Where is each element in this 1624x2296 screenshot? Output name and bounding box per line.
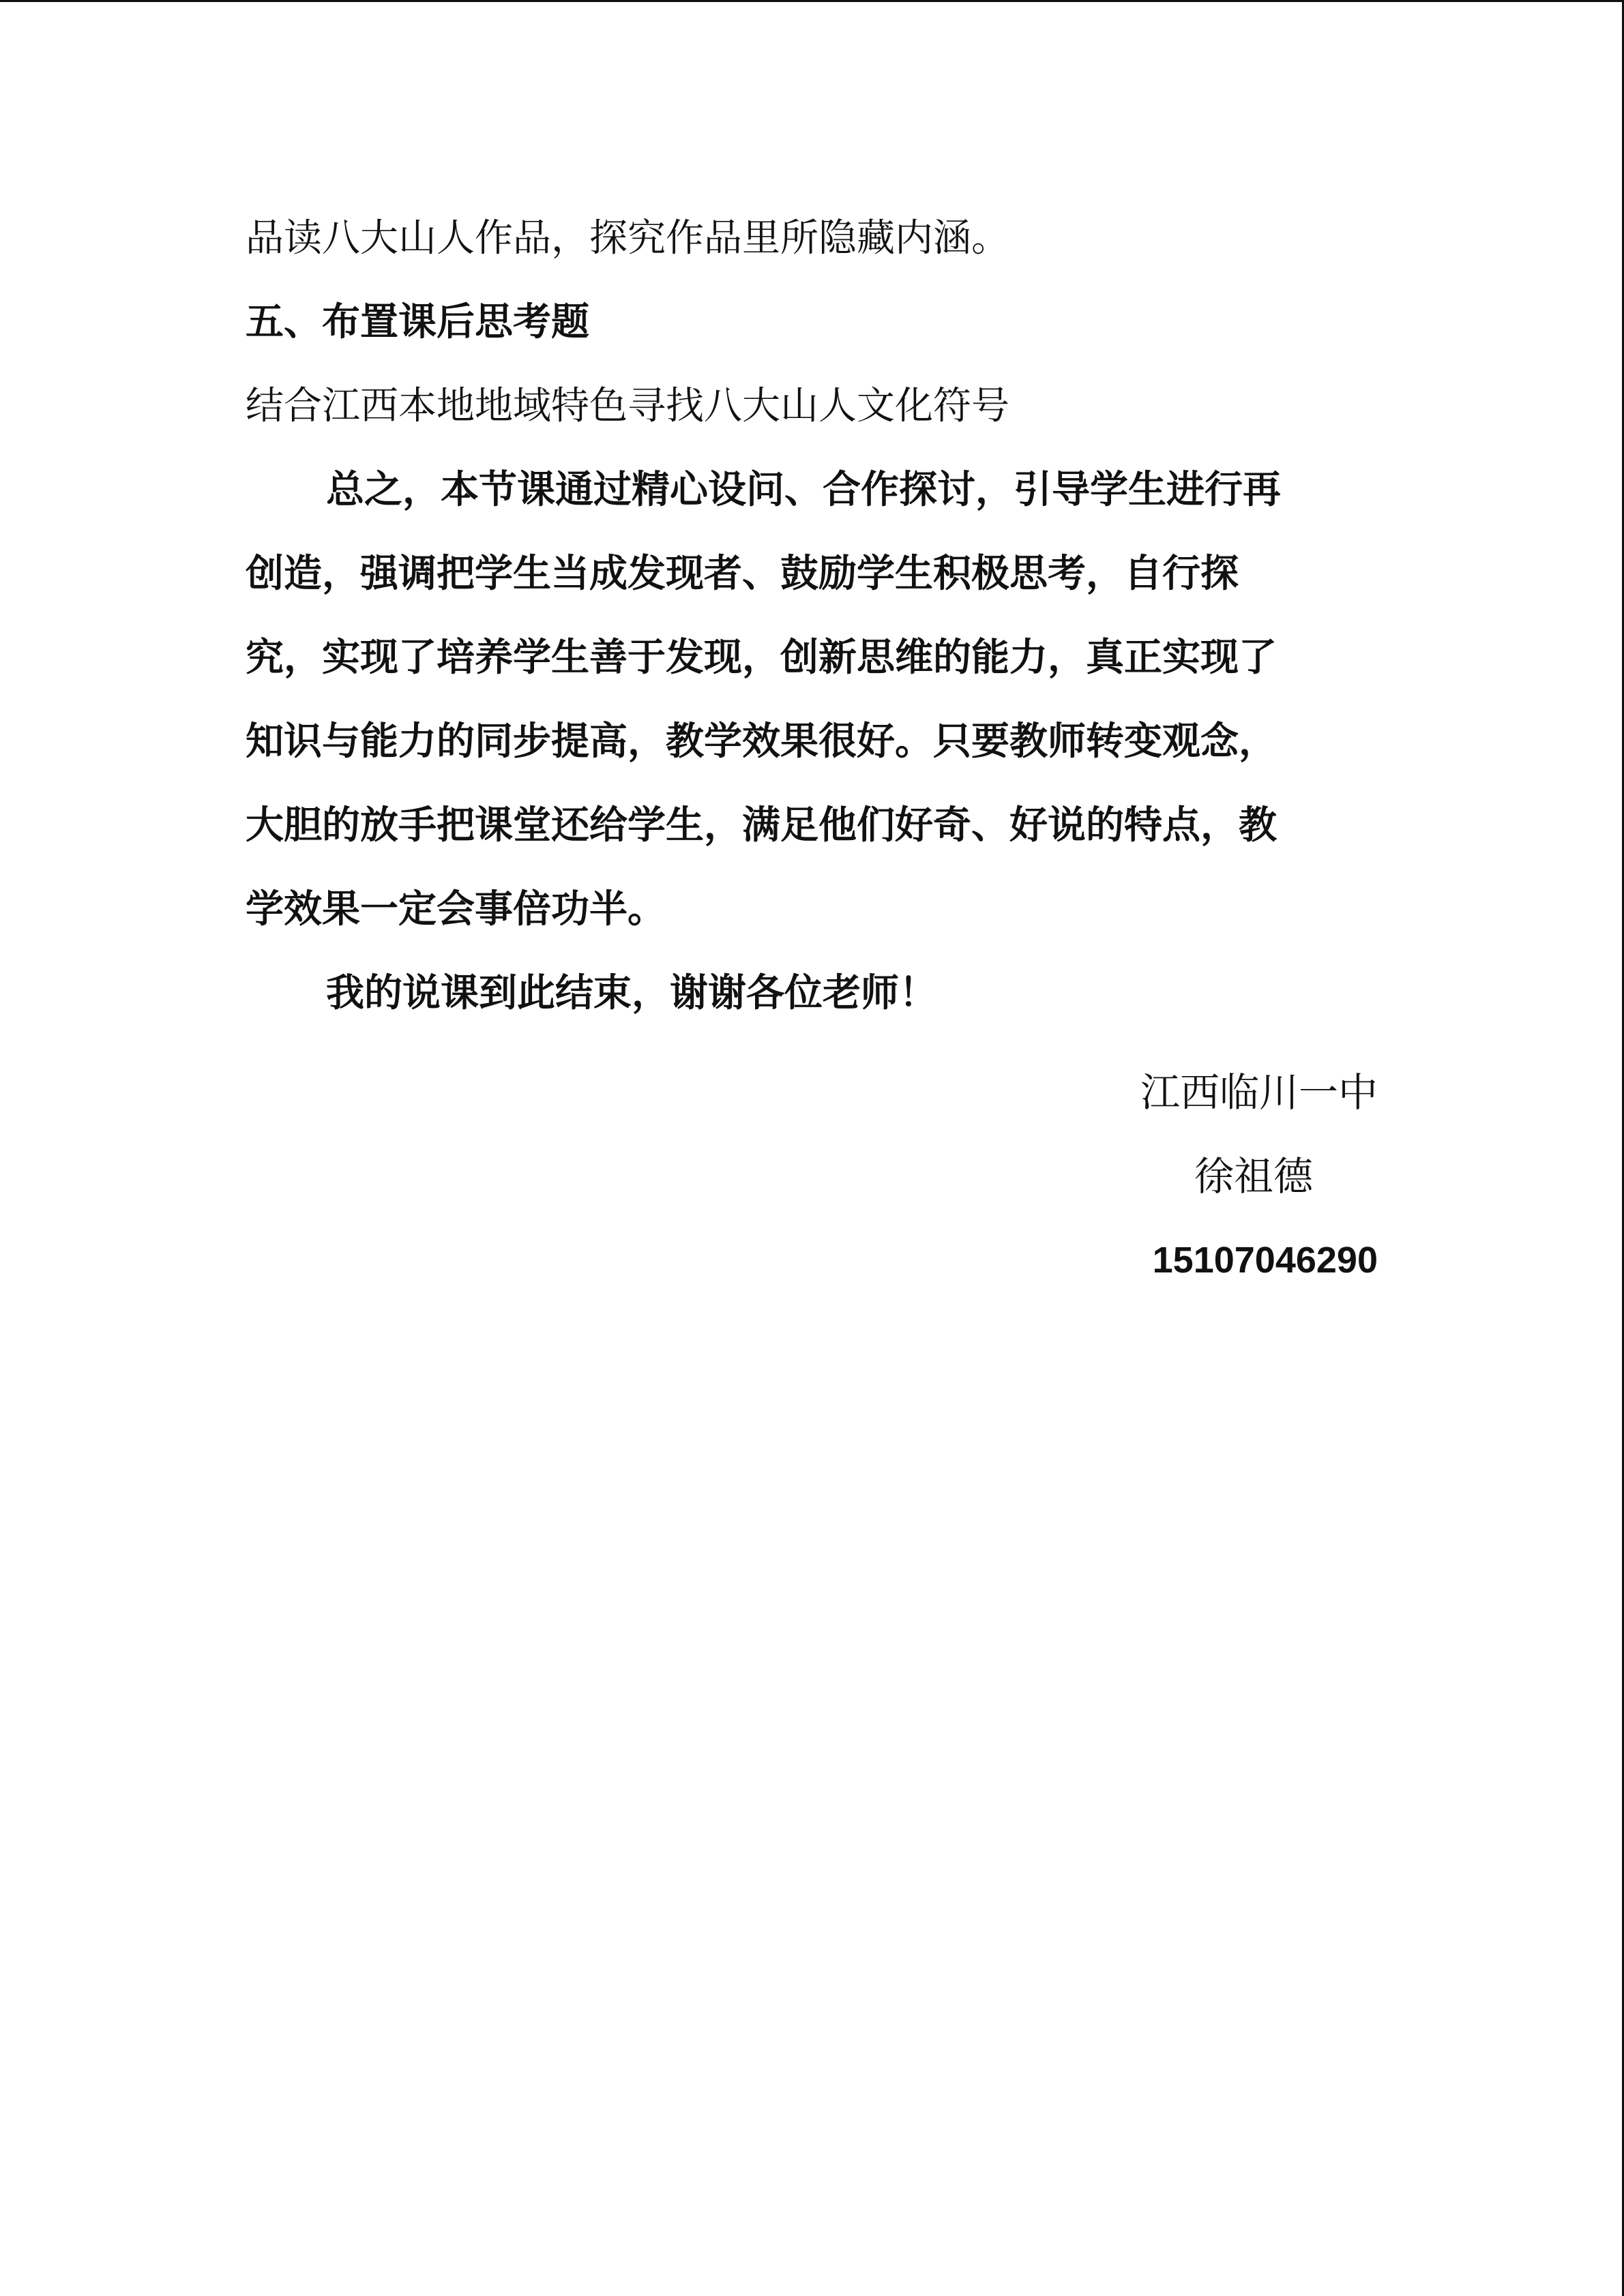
summary-line-6: 学效果一定会事倍功半。 [246,887,666,931]
intro-line: 品读八大山人作品，探究作品里所隐藏内涵。 [246,216,1009,260]
section-heading: 五、布置课后思考题 [246,300,589,344]
document-body [246,196,1378,1035]
assignment-line: 结合江西本地地域特色寻找八大山人文化符号 [246,384,1009,428]
signature-school: 江西临川一中 [1140,1069,1378,1116]
summary-line-5: 大胆的放手把课堂还给学生，满足他们好奇、好说的特点，教 [246,803,1277,848]
summary-line-2: 创造，强调把学生当成发现者、鼓励学生积极思考，自行探 [246,552,1239,596]
summary-line-4: 知识与能力的同步提高，教学效果很好。只要教师转变观念， [246,719,1277,764]
signature-phone: 15107046290 [1152,1240,1378,1281]
closing-line: 我的说课到此结束，谢谢各位老师！ [326,971,937,1015]
summary-line-3: 究，实现了培养学生善于发现，创新思维的能力，真正实现了 [246,636,1277,680]
signature-block [955,1051,1378,1302]
summary-line-1: 总之，本节课通过精心设问、合作探讨，引导学生进行再 [326,468,1281,512]
signature-name: 徐祖德 [1194,1153,1313,1199]
